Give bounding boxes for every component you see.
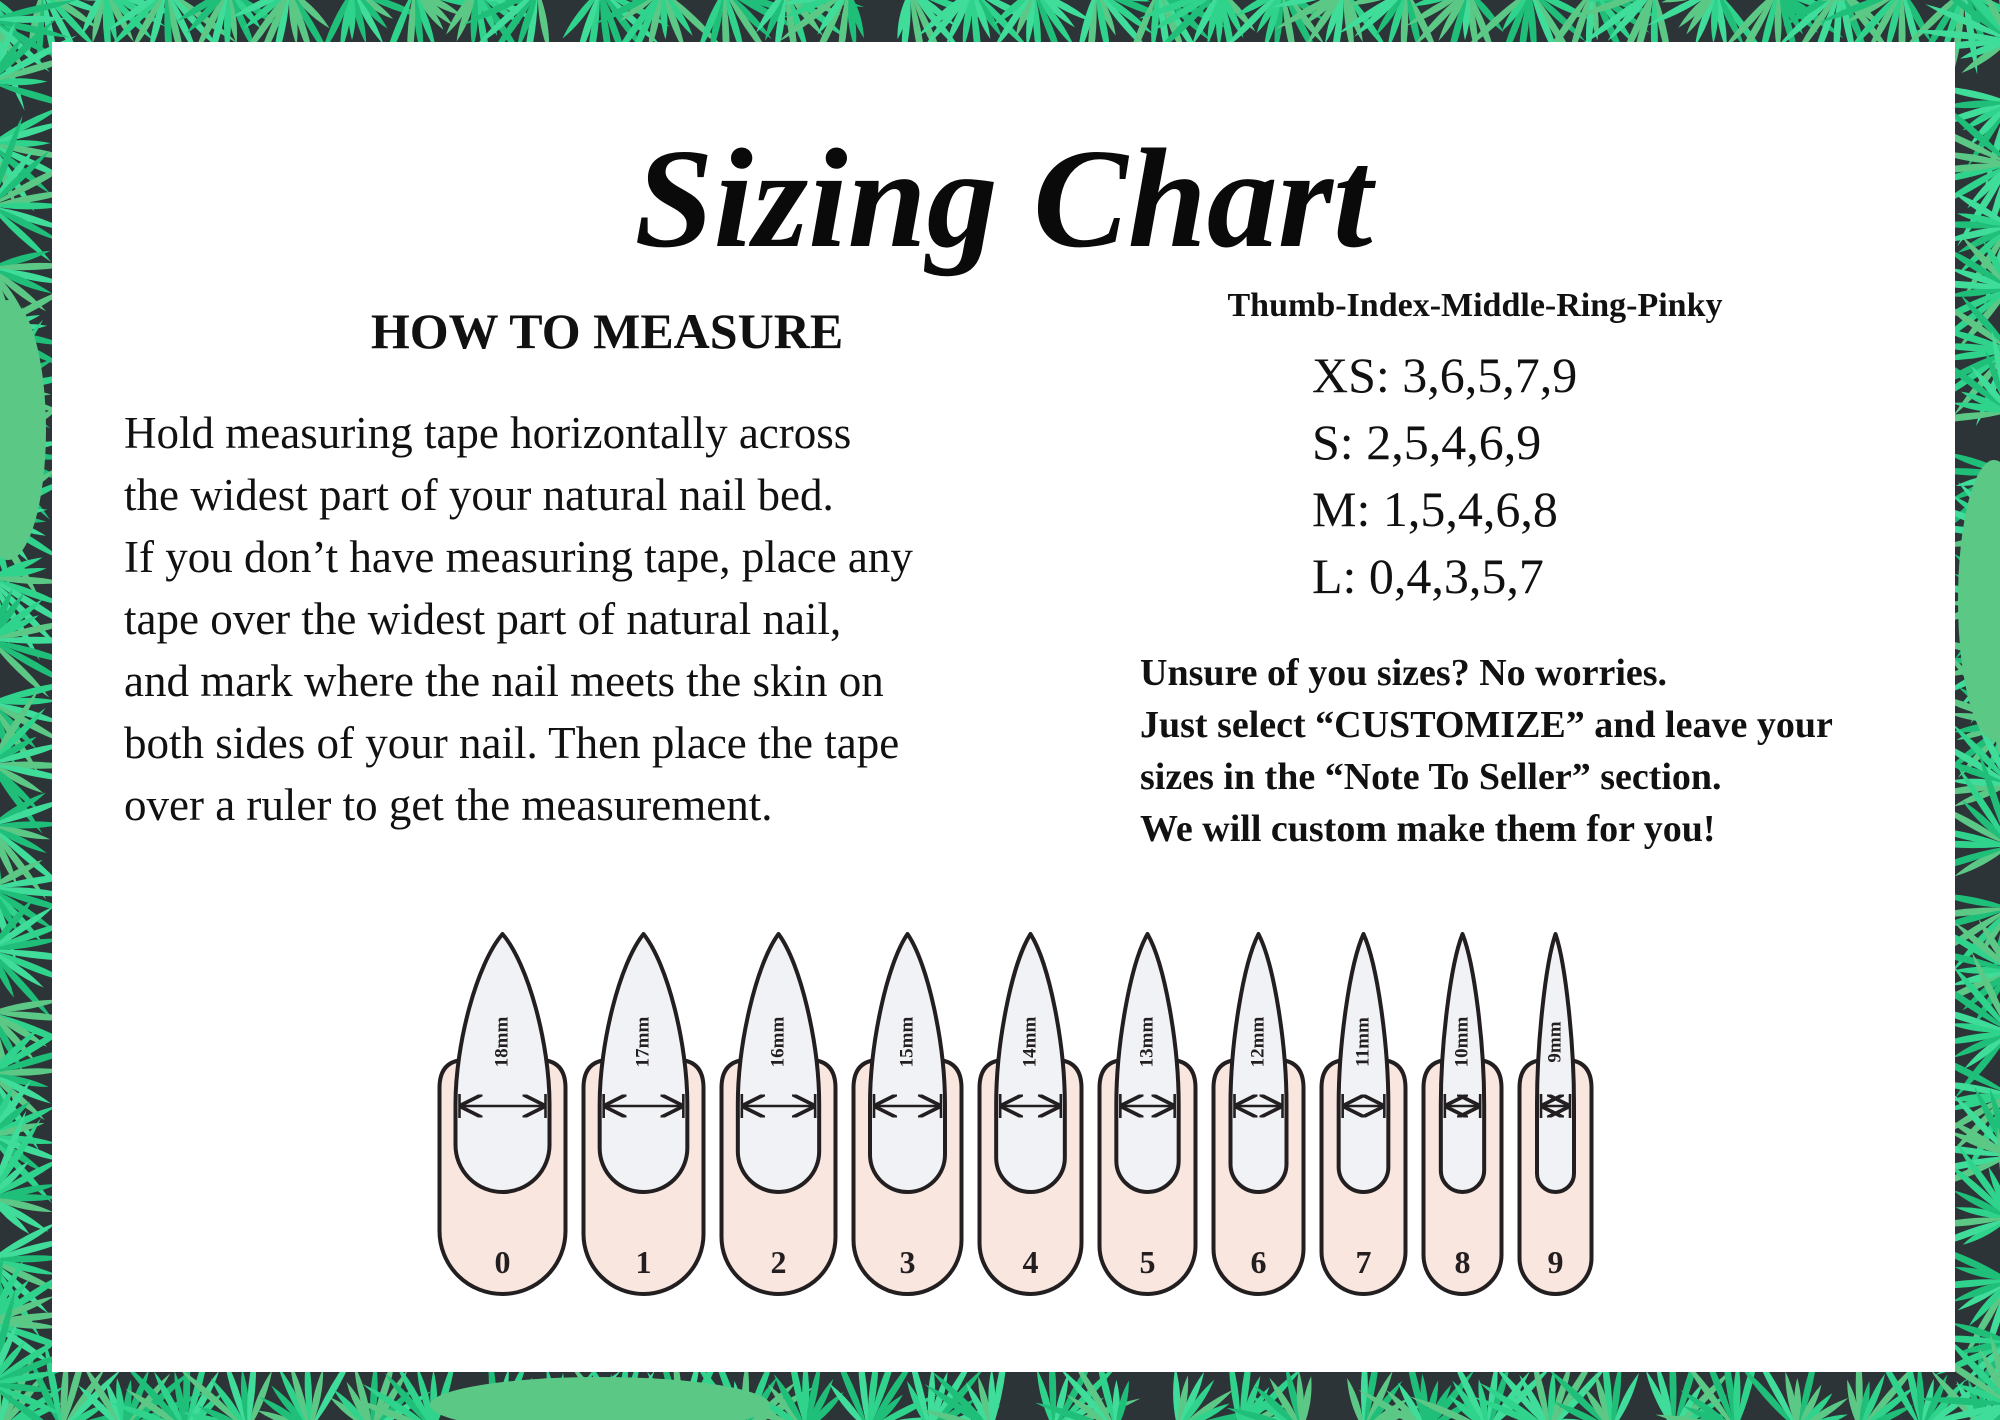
nail-size-3 [854, 934, 962, 1294]
nail-size-9 [1520, 934, 1592, 1294]
instruction-line: If you don’t have measuring tape, place any [124, 532, 913, 582]
nail-size-number: 2 [770, 1244, 787, 1280]
nail-width-label: 9mm [1544, 1021, 1566, 1063]
nail-width-label: 14mm [1019, 1016, 1041, 1068]
nail-width-label: 12mm [1247, 1016, 1269, 1068]
nail-size-diagram [52, 42, 1955, 1372]
finger-order-label: Thumb-Index-Middle-Ring-Pinky [1227, 287, 1723, 324]
nail-size-0 [440, 934, 566, 1294]
nail-size-number: 6 [1250, 1244, 1267, 1280]
nail-size-7 [1322, 934, 1406, 1294]
size-s: S: 2,5,4,6,9 [1312, 414, 1542, 470]
note-line: sizes in the “Note To Seller” section. [1140, 756, 1722, 798]
nail-width-label: 17mm [632, 1016, 654, 1068]
page-title: Sizing Chart [634, 119, 1373, 277]
nail-width-label: 13mm [1136, 1016, 1158, 1068]
note-line: Just select “CUSTOMIZE” and leave your [1140, 704, 1833, 746]
nail-size-number: 3 [899, 1244, 916, 1280]
nail-size-6 [1214, 934, 1304, 1294]
nail-size-number: 1 [635, 1244, 652, 1280]
how-to-measure-heading: HOW TO MEASURE [370, 303, 844, 359]
instruction-line: the widest part of your natural nail bed. [124, 470, 834, 520]
instruction-line: over a ruler to get the measurement. [124, 780, 773, 830]
nail-width-label: 18mm [491, 1016, 513, 1068]
nail-size-number: 7 [1355, 1244, 1372, 1280]
size-xs: XS: 3,6,5,7,9 [1312, 347, 1578, 403]
instruction-line: both sides of your nail. Then place the tape [124, 718, 900, 768]
nail-size-number: 4 [1022, 1244, 1039, 1280]
sizing-card [52, 42, 1955, 1372]
instruction-line: tape over the widest part of natural nail, [124, 594, 842, 644]
nail-size-number: 8 [1454, 1244, 1471, 1280]
nail-size-number: 5 [1139, 1244, 1156, 1280]
nail-size-number: 9 [1547, 1244, 1564, 1280]
size-l: L: 0,4,3,5,7 [1312, 548, 1544, 604]
note-line: We will custom make them for you! [1140, 808, 1716, 850]
nail-width-label: 15mm [896, 1016, 918, 1068]
instruction-line: Hold measuring tape horizontally across [124, 408, 852, 458]
nail-size-4 [980, 934, 1082, 1294]
instruction-line: and mark where the nail meets the skin on [124, 656, 884, 706]
nail-width-label: 16mm [767, 1016, 789, 1068]
note-line: Unsure of you sizes? No worries. [1140, 652, 1668, 694]
nail-width-label: 10mm [1451, 1016, 1473, 1068]
nail-size-1 [584, 934, 704, 1294]
nail-size-number: 0 [494, 1244, 511, 1280]
nail-width-label: 11mm [1352, 1017, 1374, 1067]
nail-size-5 [1100, 934, 1196, 1294]
nail-size-8 [1424, 934, 1502, 1294]
nail-size-2 [722, 934, 836, 1294]
size-m: M: 1,5,4,6,8 [1312, 481, 1558, 537]
